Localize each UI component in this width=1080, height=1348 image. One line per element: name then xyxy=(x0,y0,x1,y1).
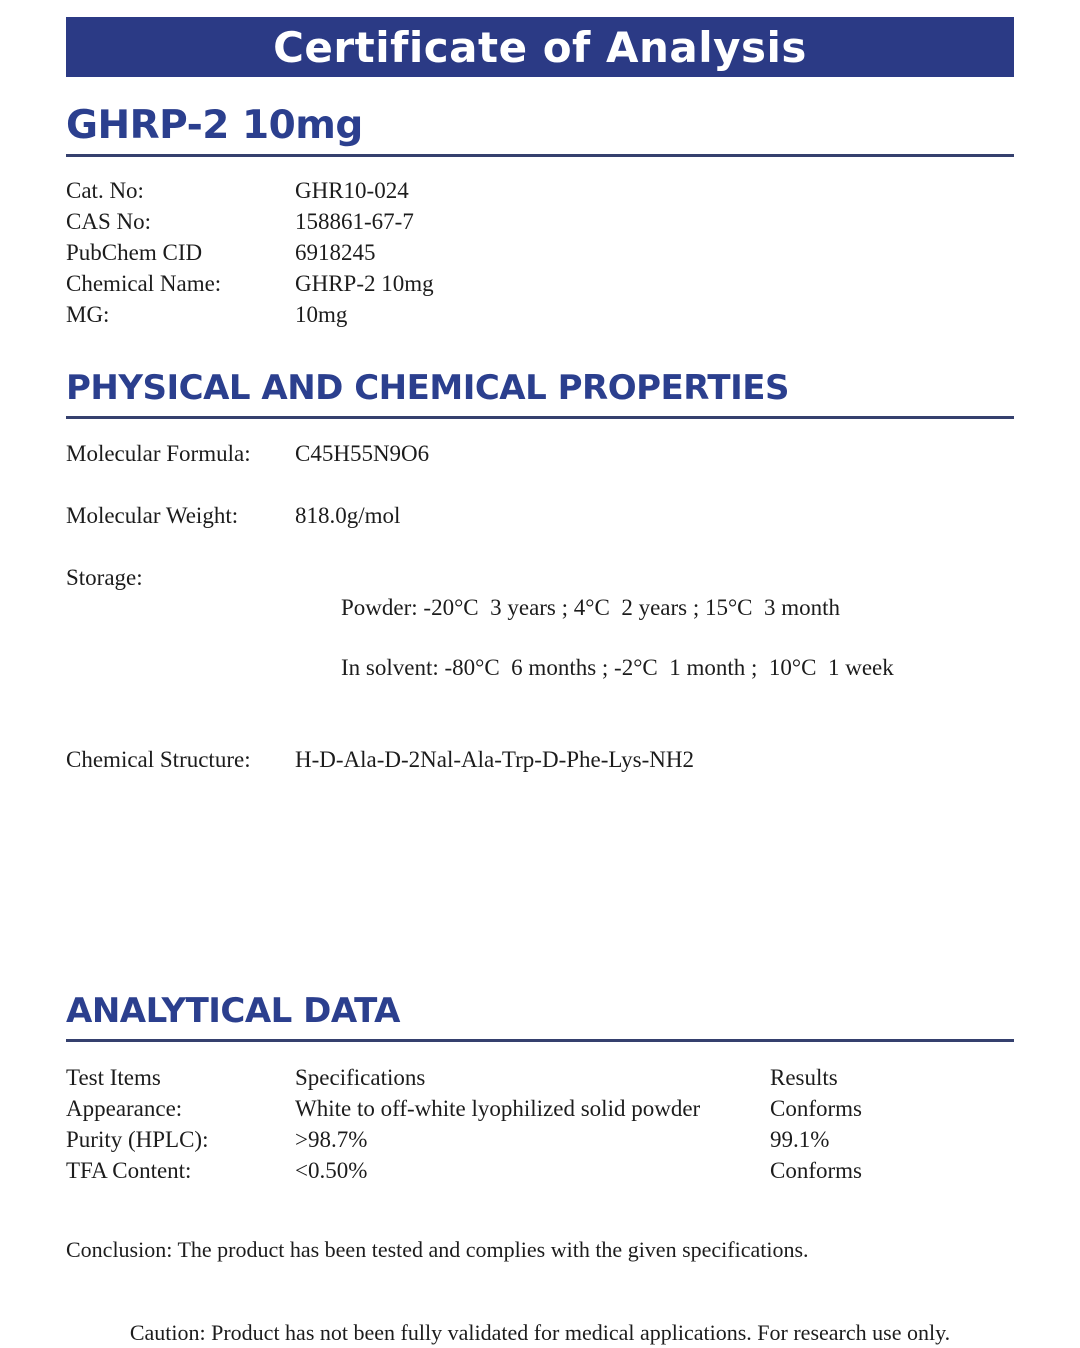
storage-powder-line: Powder: -20°C 3 years ; 4°C 2 years ; 15°C 3 month xyxy=(341,595,841,620)
table-row-tfa-content xyxy=(66,1155,1014,1186)
prop-value: C45H55N9O6 xyxy=(295,441,430,466)
detail-row-chemical-name xyxy=(66,268,1014,299)
storage-solvent-line: In solvent: -80°C 6 months ; -2°C 1 month ; 10°C 1 week xyxy=(341,655,894,680)
test-item-cell: Appearance: xyxy=(66,1096,183,1121)
detail-row-pubchem-cid xyxy=(66,237,1014,268)
prop-value xyxy=(295,563,894,713)
result-cell: Conforms xyxy=(770,1096,862,1121)
document-body xyxy=(66,103,1014,1348)
column-header-specifications: Specifications xyxy=(295,1065,426,1090)
detail-row-mg xyxy=(66,299,1014,330)
prop-row-molecular-formula xyxy=(66,439,1014,469)
certificate-title: Certificate of Analysis xyxy=(273,22,807,72)
detail-row-cat-no xyxy=(66,175,1014,206)
detail-value: 6918245 xyxy=(295,240,376,265)
conclusion-text: Conclusion: The product has been tested and complies with the given specifications. xyxy=(66,1237,809,1262)
prop-row-molecular-weight xyxy=(66,501,1014,531)
detail-value: 10mg xyxy=(295,302,348,327)
detail-label: CAS No: xyxy=(66,209,151,234)
table-row-purity xyxy=(66,1124,1014,1155)
column-header-test-items: Test Items xyxy=(66,1065,161,1090)
detail-label: Cat. No: xyxy=(66,178,144,203)
detail-label: MG: xyxy=(66,302,110,327)
detail-row-cas-no xyxy=(66,206,1014,237)
physical-properties-heading: PHYSICAL AND CHEMICAL PROPERTIES xyxy=(66,368,1014,419)
result-cell: Conforms xyxy=(770,1158,862,1183)
prop-label: Molecular Formula: xyxy=(66,441,251,466)
product-title: GHRP-2 10mg xyxy=(66,103,1014,157)
prop-value: 818.0g/mol xyxy=(295,503,401,528)
prop-label: Storage: xyxy=(66,565,143,590)
test-item-cell: TFA Content: xyxy=(66,1158,192,1183)
column-header-results: Results xyxy=(770,1065,838,1090)
detail-value: 158861-67-7 xyxy=(295,209,414,234)
prop-label: Molecular Weight: xyxy=(66,503,239,528)
detail-value: GHRP-2 10mg xyxy=(295,271,434,296)
test-item-cell: Purity (HPLC): xyxy=(66,1127,209,1152)
caution-text: Caution: Product has not been fully validated for medical applications. For research use only. xyxy=(129,1320,951,1345)
prop-row-chemical-structure xyxy=(66,745,1014,775)
detail-value: GHR10-024 xyxy=(295,178,409,203)
specification-cell: >98.7% xyxy=(295,1127,368,1152)
table-header-row xyxy=(66,1062,1014,1093)
analytical-data-table xyxy=(66,1062,1014,1186)
physical-properties-list xyxy=(66,439,1014,775)
product-details-list xyxy=(66,175,1014,330)
table-row-appearance xyxy=(66,1093,1014,1124)
analytical-data-heading: ANALYTICAL DATA xyxy=(66,991,1014,1042)
prop-row-storage xyxy=(66,563,1014,713)
result-cell: 99.1% xyxy=(770,1127,830,1152)
detail-label: PubChem CID xyxy=(66,240,203,265)
specification-cell: White to off-white lyophilized solid powder xyxy=(295,1096,701,1121)
specification-cell: <0.50% xyxy=(295,1158,368,1183)
certificate-banner xyxy=(66,17,1014,77)
prop-label: Chemical Structure: xyxy=(66,747,251,772)
detail-label: Chemical Name: xyxy=(66,271,222,296)
prop-value: H-D-Ala-D-2Nal-Ala-Trp-D-Phe-Lys-NH2 xyxy=(295,747,695,772)
